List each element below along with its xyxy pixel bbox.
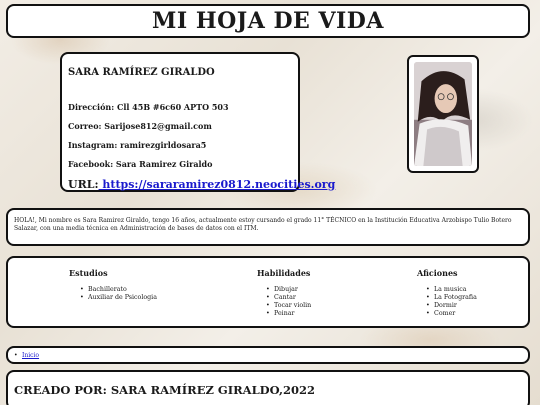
footer-panel — [6, 370, 530, 405]
aficiones-list — [426, 286, 477, 318]
page-title: MI HOJA DE VIDA — [152, 8, 384, 34]
nav-panel — [6, 346, 530, 364]
nav-list — [14, 351, 522, 361]
email-text: Correo: Sarijose812@gmail.com — [68, 121, 212, 131]
profile-photo-illustration — [414, 62, 472, 166]
contact-panel — [60, 52, 336, 192]
inicio-link[interactable]: Inicio — [22, 352, 40, 359]
facebook-text: Facebook: Sara Ramirez Giraldo — [68, 159, 213, 169]
estudios-heading: Estudios — [69, 268, 108, 278]
nav-item-inicio — [14, 351, 522, 361]
habilidades-column — [257, 268, 311, 318]
instagram-text: Instagram: ramirezgirldosara5 — [68, 140, 207, 150]
list-item: • Cantar — [266, 294, 311, 302]
list-item: • Dibujar — [266, 286, 311, 294]
full-name: SARA RAMÍREZ GIRALDO — [68, 67, 215, 78]
website-link[interactable]: https://sararamirez0812.neocities.org — [98, 178, 336, 191]
list-item: • Auxiliar de Psicologia — [80, 294, 157, 302]
list-item: • La Fotografia — [426, 294, 477, 302]
aficiones-heading: Aficiones — [417, 268, 458, 278]
intro-text: HOLA!, Mi nombre es Sara Ramirez Giraldo, tengo 16 años, actualmente estoy cursando el grado 11° TÉCNICO en la Institución Educativa Arzobispo Tulio Botero Salazar, con una media técnica en Administración de bases de datos con el ITM. — [14, 217, 512, 232]
list-item: • Comer — [426, 310, 477, 318]
profile-photo — [414, 62, 472, 166]
intro-panel — [6, 208, 530, 246]
list-item: • Dormir — [426, 302, 477, 310]
footer-credit: CREADO POR: SARA RAMÍREZ GIRALDO,2022 — [14, 383, 315, 397]
list-item: • Bachillerato — [80, 286, 157, 294]
list-item: • La musica — [426, 286, 477, 294]
estudios-column — [69, 268, 157, 302]
list-item: • Tocar violin — [266, 302, 311, 310]
url-row — [68, 178, 336, 191]
aficiones-column — [417, 268, 477, 318]
photo-panel — [407, 55, 479, 173]
habilidades-heading: Habilidades — [257, 268, 311, 278]
address-text: Dirección: Cll 45B #6c60 APTO 503 — [68, 102, 229, 112]
url-label: URL: — [68, 178, 99, 191]
title-panel — [6, 4, 530, 38]
list-item: • Peinar — [266, 310, 311, 318]
habilidades-list — [266, 286, 311, 318]
skills-panel — [6, 256, 530, 328]
estudios-list — [80, 286, 157, 302]
